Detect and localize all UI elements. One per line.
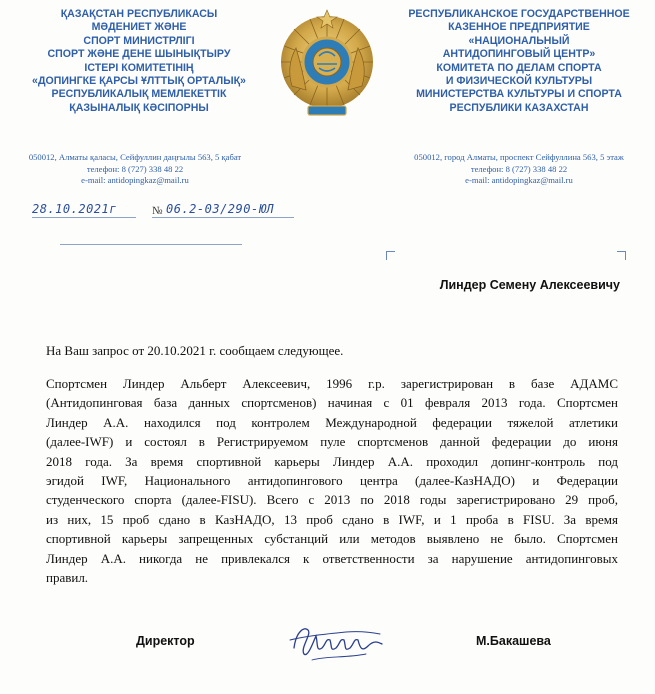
state-emblem-icon [272,8,382,120]
header-left-line: РЕСПУБЛИКАЛЫҚ МЕМЛЕКЕТТІК [51,88,227,101]
header-right-line: КОМИТЕТА ПО ДЕЛАМ СПОРТА [436,61,602,74]
header-right-line: КАЗЕННОЕ ПРЕДПРИЯТИЕ [448,21,590,34]
date-underline [32,217,136,218]
body-line: (далее-IWF) и состоял в Регистрируемом пуле спортсменов данной федерации до июня [46,434,618,450]
header-right-line: «НАЦИОНАЛЬНЫЙ [468,34,570,47]
body-line: эгидой IWF, Национального антидопингового центра (далее-КазНАДО) и Федерации [46,473,618,489]
contact-right [384,152,654,187]
header-left-line: СПОРТ ЖӘНЕ ДЕНЕ ШЫНЫҚТЫРУ [47,48,231,61]
header-left-line: ҚАЗЫНАЛЫҚ КӘСІПОРНЫ [69,101,209,114]
contact-left [0,152,270,187]
number-underline [152,217,294,218]
email-left: e-mail: antidopingkaz@mail.ru [81,175,189,185]
letter-body [46,374,618,587]
address-right: 050012, город Алматы, проспект Сейфуллина 563, 5 этаж [414,152,624,162]
header-left-line: «ДОПИНГКЕ ҚАРСЫ ҰЛТТЫҚ ОРТАЛЫҚ» [32,75,246,88]
header-right-line: РЕСПУБЛИКАНСКОЕ ГОСУДАРСТВЕННОЕ [408,8,630,20]
header-left [4,8,274,115]
body-line: правил. [46,570,89,586]
body-line: спортивной карьеры запрещенных субстанций или методов выявлено не было. Спортсмен [46,531,618,547]
header-left-line: СПОРТ МИНИСТРЛІГІ [83,34,195,47]
header-right-line: РЕСПУБЛИКИ КАЗАХСТАН [449,101,589,114]
header-right [384,8,654,115]
handwritten-signature [286,618,386,666]
body-line: Линдер А.А. никогда не привлекался к ответственности за нарушение антидопинговых [46,550,618,566]
address-corner-mark [617,251,626,260]
reference-underline [60,244,242,245]
body-line: 2018 года. За время спортивной карьеры Линдер А.А. проходил допинг-контроль под [46,453,618,469]
outgoing-number: 06.2-03/290-ЮЛ [166,202,275,216]
body-line: Линдер А.А. находился под контролем Международной федерации тяжелой атлетики [46,414,618,430]
body-line: (Антидопинговая база данных спортсменов) начиная с 01 февраля 2013 года. Спортсмен [46,395,618,411]
signatory-name: М.Бакашева [476,634,551,648]
phone-right: телефон: 8 (727) 338 48 22 [470,163,568,174]
header-right-line: АНТИДОПИНГОВЫЙ ЦЕНТР» [442,48,596,61]
header-right-line: И ФИЗИЧЕСКОЙ КУЛЬТУРЫ [445,75,593,88]
signatory-role: Директор [136,634,195,648]
body-line: Спортсмен Линдер Альберт Алексеевич, 1996 г.р. зарегистрирован в базе АДАМС [46,376,618,391]
outgoing-date: 28.10.2021г [32,202,117,216]
address-left: 050012, Алматы қаласы, Сейфуллин даңғылы 563, 5 қабат [28,152,242,162]
phone-left: телефон: 8 (727) 338 48 22 [86,163,184,174]
email-right: e-mail: antidopingkaz@mail.ru [465,175,573,185]
addressee: Линдер Семену Алексеевичу [439,278,620,292]
header-left-line: МӘДЕНИЕТ ЖӘНЕ [91,21,187,34]
header-left-line: ІСТЕРІ КОМИТЕТІНІҢ [84,61,194,74]
header-right-line: МИНИСТЕРСТВА КУЛЬТУРЫ И СПОРТА [416,88,622,101]
address-corner-mark [386,251,395,260]
outgoing-number-prefix: № [152,205,163,217]
intro-sentence: На Ваш запрос от 20.10.2021 г. сообщаем следующее. [46,343,344,358]
body-line: из них, 15 проб сдано в КазНАДО, 13 проб сдано в IWF, и 1 проба в FISU. За время [46,511,618,527]
header-left-line: ҚАЗАҚСТАН РЕСПУБЛИКАСЫ [60,8,218,20]
body-line: студенческого спорта (далее-FISU). Всего с 2013 по 2018 годы зарегистрировано 29 проб, [46,492,618,508]
